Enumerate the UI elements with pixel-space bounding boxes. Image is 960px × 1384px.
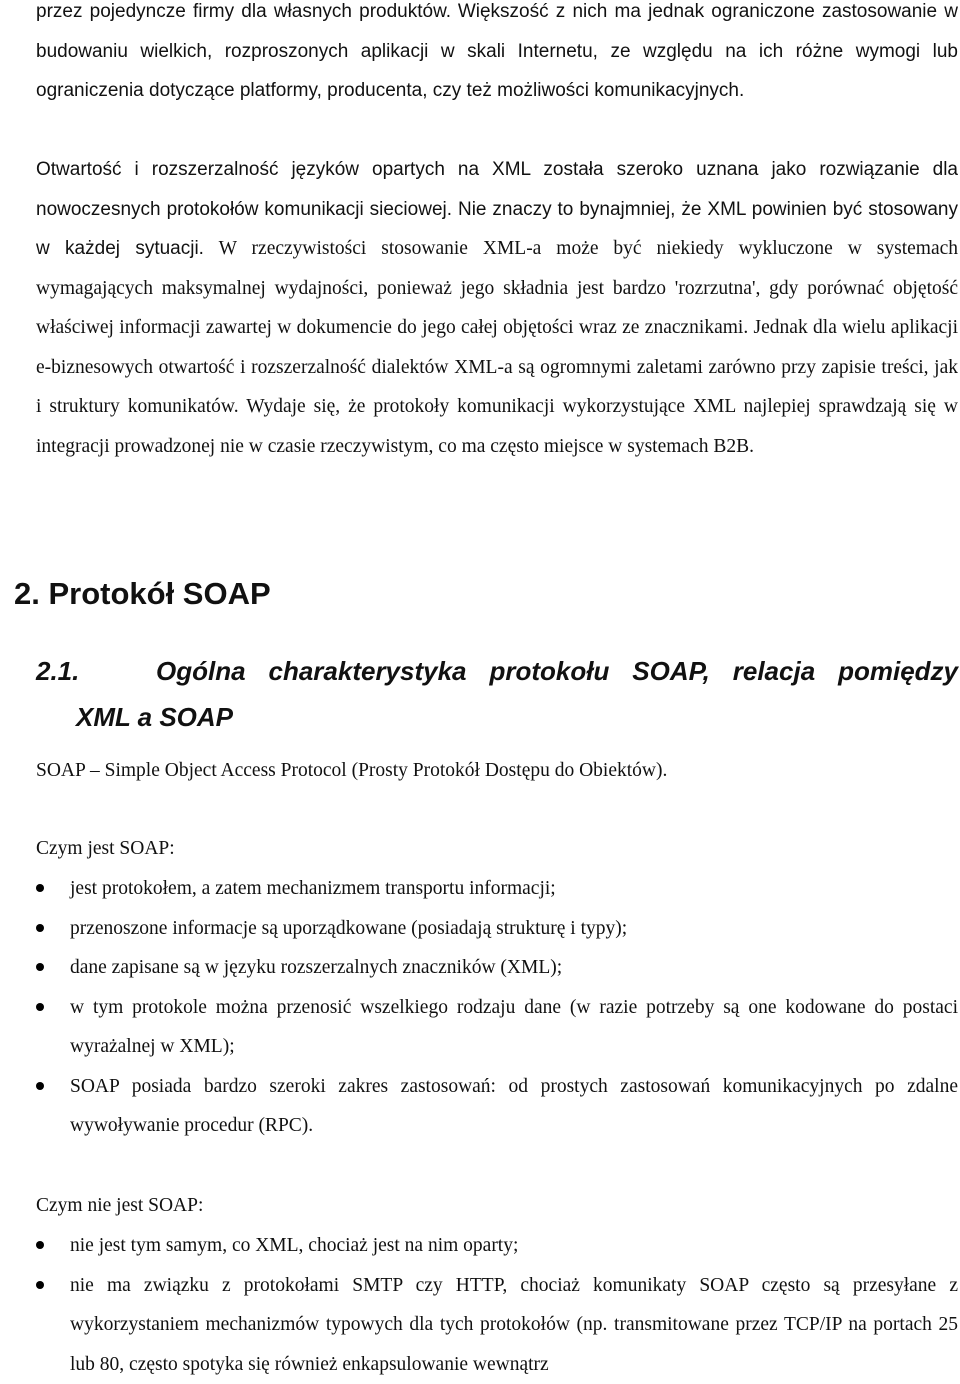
list-item-text: dane zapisane są w języku rozszerzalnych znaczników (XML); [70,957,562,978]
list-item [0,1067,960,1146]
subsection-heading [36,648,958,740]
soap-definition: SOAP – Simple Object Access Protocol (Prosty Protokół Dostępu do Obiektów). [36,751,667,791]
list-item [0,948,960,988]
list-item-text: przenoszone informacje są uporządkowane (posiadają strukturę i typy); [70,918,627,939]
bullet-icon [36,963,44,971]
xml-paragraph [36,150,958,466]
intro-paragraph [36,0,958,111]
list-item [0,909,960,949]
what-is-list [0,869,960,1146]
bullet-icon [36,924,44,932]
what-is-not-title: Czym nie jest SOAP: [36,1186,203,1226]
intro-paragraph-sans-part: przez pojedyncze firmy dla własnych produktów. [36,1,451,22]
bullet-icon [36,884,44,892]
what-is-title: Czym jest SOAP: [36,829,175,869]
intro-paragraph-rest: Większość z nich ma jednak ograniczone zastosowanie w budowaniu wielkich, rozproszonych aplikacji w skali Internetu, ze względu na ich różne wymogi lub ograniczenia dotyczące platformy, producenta, czy też możliwości komunikacyjnych. [36,1,958,101]
xml-paragraph-sans-part: Otwartość i rozszerzalność języków opartych na XML została szeroko uznana jako rozwiązanie dla nowoczesnych protokołów komunikacji sieciowej. Nie znaczy to bynajmniej, że XML powinien być stosowany w każdej sytuacji. [36,159,958,259]
list-item-text: nie ma związku z protokołami SMTP czy HTTP, chociaż komunikaty SOAP często są przesyłane z wykorzystaniem mechanizmów typowych dla tych protokołów (np. transmitowane przez TCP/IP na portach 25 lub 80, często spotyka się również enkapsulowanie wewnątrz [70,1275,958,1375]
section-heading: 2. Protokół SOAP [14,572,271,616]
bullet-icon [36,1241,44,1249]
list-item-text: nie jest tym samym, co XML, chociaż jest na nim oparty; [70,1235,518,1256]
bullet-icon [36,1082,44,1090]
list-item [0,869,960,909]
list-item [0,1266,960,1384]
subsection-title-line2: XML a SOAP [36,702,233,732]
list-item-text: SOAP posiada bardzo szeroki zakres zastosowań: od prostych zastosowań komunikacyjnych po zdalne wywoływanie procedur (RPC). [70,1076,958,1137]
list-item [0,1226,960,1266]
list-item-text: jest protokołem, a zatem mechanizmem transportu informacji; [70,878,556,899]
xml-paragraph-serif-part: W rzeczywistości stosowanie XML-a może być niekiedy wykluczone w systemach wymagających maksymalnej wydajności, ponieważ jego składnia jest bardzo 'rozrzutna', gdy porównać objętość właściwej informacji zawartej w dokumencie do jego całej objętości wraz ze znacznikami. Jednak dla wielu aplikacji e-biznesowych otwartość i rozszerzalność dialektów XML-a są ogromnymi zaletami zarówno przy zapisie treści, jak i struktury komunikatów. Wydaje się, że protokoły komunikacji wykorzystujące XML najlepiej sprawdzają się w integracji prowadzonej nie w czasie rzeczywistym, co ma często miejsce w systemach B2B. [36,238,958,457]
list-item-text: w tym protokole można przenosić wszelkiego rodzaju dane (w razie potrzeby są one kodowane do postaci wyrażalnej w XML); [70,997,958,1058]
list-item [0,988,960,1067]
subsection-number: 2.1. [36,648,156,694]
bullet-icon [36,1281,44,1289]
what-is-not-list [0,1226,960,1384]
bullet-icon [36,1003,44,1011]
subsection-title-line1: Ogólna charakterystyka protokołu SOAP, relacja pomiędzy [156,656,958,686]
